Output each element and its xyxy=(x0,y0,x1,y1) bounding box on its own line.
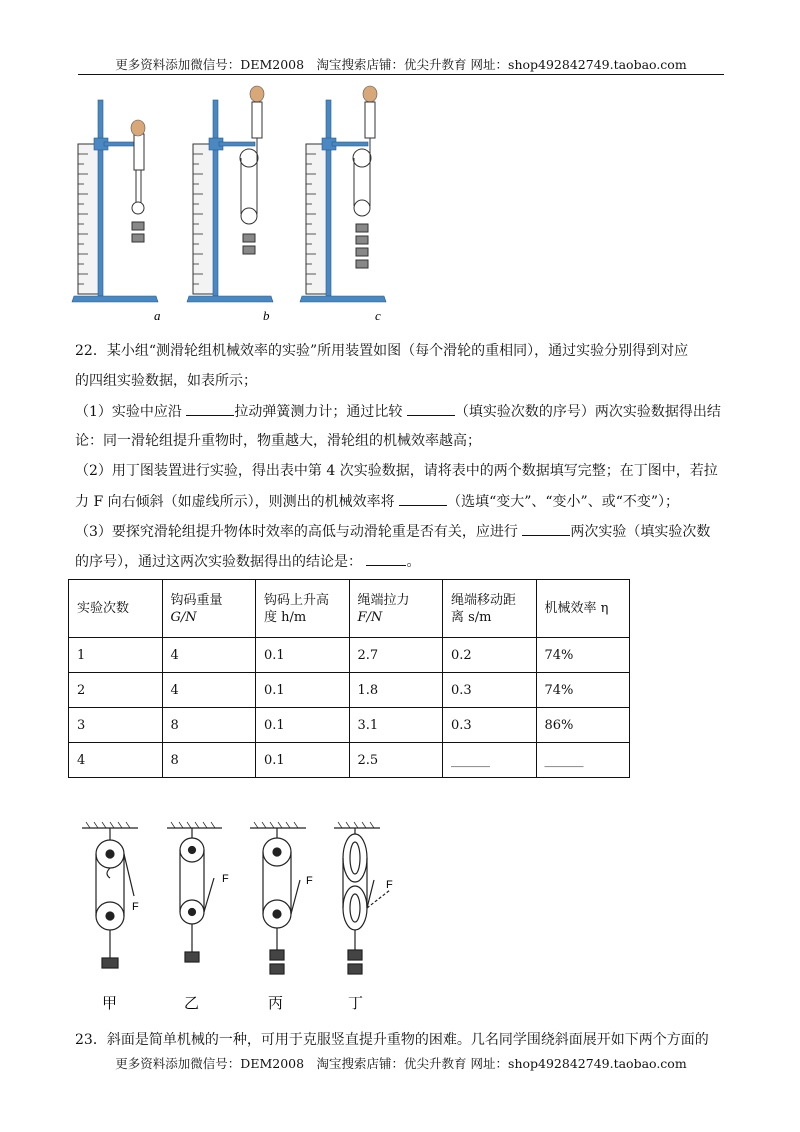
q22-text: （1）实验中应沿 xyxy=(75,404,182,420)
answer-blank[interactable] xyxy=(186,401,234,416)
table-cell: 8 xyxy=(162,708,256,743)
table-cell: 4 xyxy=(162,638,256,673)
force-label-jia: F xyxy=(132,901,139,913)
page-header: 更多资料添加微信号：DEM2008 淘宝搜索店铺：优尖升教育 网址：shop492842749.taobao.com xyxy=(78,56,724,75)
table-cell: 8 xyxy=(162,743,256,778)
q22-text: （填实验次数的序号）两次实验数据得出结 xyxy=(454,404,721,420)
pulley-stand-figure xyxy=(70,84,400,328)
header-cell: 钩码上升高 度 h/m xyxy=(256,580,350,638)
table-cell: 0.2 xyxy=(443,638,537,673)
table-cell: 4 xyxy=(69,743,163,778)
header-cell: 机械效率 η xyxy=(536,580,630,638)
table-cell: 3.1 xyxy=(349,708,443,743)
page-footer: 更多资料添加微信号：DEM2008 淘宝搜索店铺：优尖升教育 网址：shop492842749.taobao.com xyxy=(115,1056,687,1071)
q22-text: 的序号），通过这两次实验数据得出的结论是： xyxy=(75,554,362,570)
header-cell: 绳端移动距 离 s/m xyxy=(443,580,537,638)
table-cell: 74% xyxy=(536,638,630,673)
figure-label-ding: 丁 xyxy=(348,994,364,1012)
table-cell: 0.1 xyxy=(256,638,350,673)
q22-text: 两次实验（填实验次数 xyxy=(570,524,711,540)
answer-cell[interactable]: ______ xyxy=(536,743,630,778)
figure-label-jia: 甲 xyxy=(102,994,118,1012)
answer-blank[interactable] xyxy=(366,551,406,566)
figure-label-yi: 乙 xyxy=(184,994,200,1012)
answer-blank[interactable] xyxy=(407,401,455,416)
table-cell: 0.1 xyxy=(256,708,350,743)
table-row xyxy=(69,638,630,673)
force-label-ding: F xyxy=(386,879,393,891)
q22-line-8 xyxy=(75,551,420,572)
q22-line-4: 论：同一滑轮组提升重物时，物重越大，滑轮组的机械效率越高； xyxy=(75,433,481,449)
table-cell: 0.3 xyxy=(443,673,537,708)
q22-line-6 xyxy=(75,491,679,512)
q22-text: 拉动弹簧测力计；通过比较 xyxy=(234,404,403,420)
table-cell: 86% xyxy=(536,708,630,743)
answer-cell[interactable]: ______ xyxy=(443,743,537,778)
force-label-bing: F xyxy=(306,875,313,887)
q23-line-1: 23．斜面是简单机械的一种，可用于克服竖直提升重物的困难。几名同学围绕斜面展开如下两个方面的 xyxy=(75,1032,709,1048)
table-row xyxy=(69,708,630,743)
header-cell: 绳端拉力 F/N xyxy=(349,580,443,638)
table-cell: 2.7 xyxy=(349,638,443,673)
figure-label-bing: 丙 xyxy=(268,994,284,1012)
table-cell: 2 xyxy=(69,673,163,708)
table-row xyxy=(69,673,630,708)
table-cell: 74% xyxy=(536,673,630,708)
q22-text: 。 xyxy=(406,554,421,570)
table-cell: 0.1 xyxy=(256,743,350,778)
table-cell: 0.3 xyxy=(443,708,537,743)
figure-label-b: b xyxy=(263,308,270,323)
q22-line-1: 22．某小组“测滑轮组机械效率的实验”所用装置如图（每个滑轮的重相同），通过实验分别得到对应 xyxy=(75,343,689,359)
q22-line-3 xyxy=(75,401,721,422)
table-header-row xyxy=(69,580,630,638)
answer-blank[interactable] xyxy=(399,491,447,506)
force-label-yi: F xyxy=(222,873,229,885)
table-cell: 3 xyxy=(69,708,163,743)
table-cell: 2.5 xyxy=(349,743,443,778)
q22-text: （3）要探究滑轮组提升物体时效率的高低与动滑轮重是否有关，应进行 xyxy=(75,524,518,540)
table-cell: 4 xyxy=(162,673,256,708)
header-cell: 钩码重量 G/N xyxy=(162,580,256,638)
table-row xyxy=(69,743,630,778)
q22-line-2: 的四组实验数据，如表所示； xyxy=(75,373,257,389)
figure-label-c: c xyxy=(375,308,381,323)
q22-text: 力 F 向右倾斜（如虚线所示），则测出的机械效率将 xyxy=(75,494,395,510)
figure-label-a: a xyxy=(154,308,161,323)
q22-line-5: （2）用丁图装置进行实验，得出表中第 4 次实验数据，请将表中的两个数据填写完整；在丁图中，若拉 xyxy=(75,463,718,479)
pulley-systems-figure xyxy=(72,818,402,1024)
experiment-table xyxy=(68,579,630,778)
table-cell: 1 xyxy=(69,638,163,673)
answer-blank[interactable] xyxy=(522,521,570,536)
q22-line-7 xyxy=(75,521,710,542)
q22-text: （选填“变大”、“变小”、或“不变”）； xyxy=(447,494,680,510)
table-cell: 1.8 xyxy=(349,673,443,708)
header-cell: 实验次数 xyxy=(69,580,163,638)
table-cell: 0.1 xyxy=(256,673,350,708)
